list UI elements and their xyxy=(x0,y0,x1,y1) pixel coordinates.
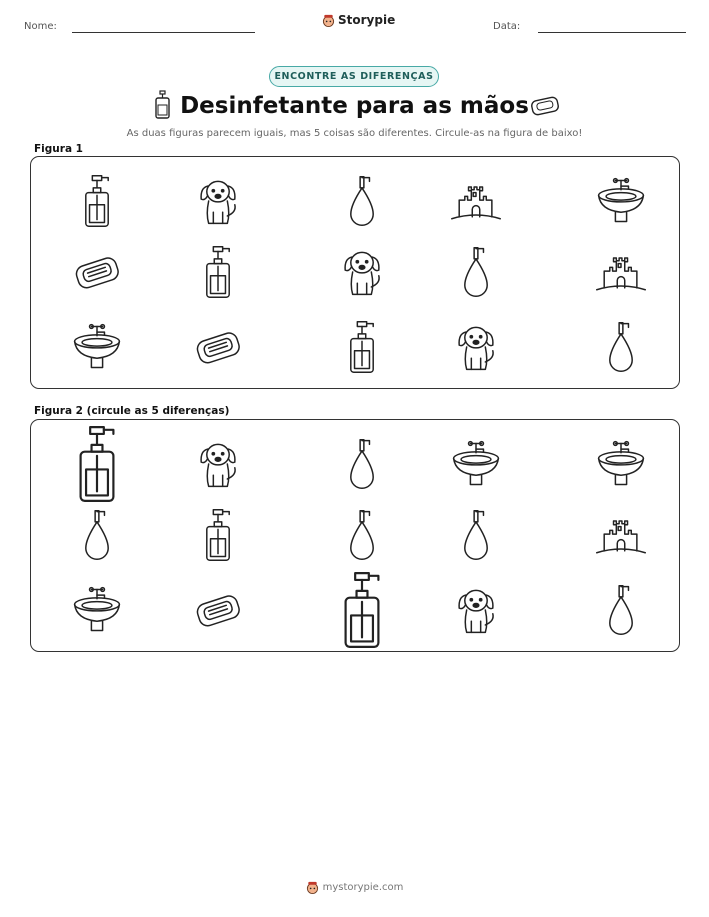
figure2-panel[interactable] xyxy=(30,419,680,652)
date-field-line[interactable] xyxy=(538,32,686,33)
drop-icon[interactable] xyxy=(448,507,504,563)
storypie-logo-icon xyxy=(306,881,319,894)
drop-icon[interactable] xyxy=(334,507,390,563)
sanitizer-icon xyxy=(334,319,390,375)
castle-icon[interactable] xyxy=(593,507,649,563)
soap-icon xyxy=(69,244,125,300)
soap-bar-icon xyxy=(530,94,560,116)
drop-icon xyxy=(334,173,390,229)
page-title: Desinfetante para as mãos xyxy=(180,93,529,119)
figure2-label: Figura 2 (circule as 5 diferenças) xyxy=(34,405,230,417)
figure1-label: Figura 1 xyxy=(34,143,83,155)
castle-icon xyxy=(593,244,649,300)
drop-icon xyxy=(448,244,504,300)
sanitizer-icon[interactable] xyxy=(56,423,138,505)
dog-icon xyxy=(190,173,246,229)
sink-icon xyxy=(593,173,649,229)
drop-icon[interactable] xyxy=(593,582,649,638)
sink-icon[interactable] xyxy=(593,436,649,492)
soap-icon xyxy=(190,319,246,375)
sink-icon[interactable] xyxy=(448,436,504,492)
name-field-line[interactable] xyxy=(72,32,255,33)
brand-name: Storypie xyxy=(338,13,396,27)
brand xyxy=(322,13,395,27)
activity-badge: ENCONTRE AS DIFERENÇAS xyxy=(269,66,439,87)
soap-icon[interactable] xyxy=(190,582,246,638)
sanitizer-icon[interactable] xyxy=(321,569,403,651)
dog-icon xyxy=(448,319,504,375)
sanitizer-icon xyxy=(69,173,125,229)
dog-icon xyxy=(334,244,390,300)
dog-icon[interactable] xyxy=(448,582,504,638)
dog-icon[interactable] xyxy=(190,436,246,492)
name-label: Nome: xyxy=(24,21,57,32)
drop-icon[interactable] xyxy=(69,507,125,563)
storypie-logo-icon xyxy=(322,14,335,27)
instructions: As duas figuras parecem iguais, mas 5 coisas são diferentes. Circule-as na figura de baixo! xyxy=(126,128,583,139)
sanitizer-icon xyxy=(190,244,246,300)
sink-icon[interactable] xyxy=(69,582,125,638)
date-label: Data: xyxy=(493,21,521,32)
footer xyxy=(0,881,709,894)
castle-icon xyxy=(448,173,504,229)
footer-url: mystorypie.com xyxy=(322,882,404,893)
sink-icon xyxy=(69,319,125,375)
sanitizer-icon[interactable] xyxy=(190,507,246,563)
figure1-panel xyxy=(30,156,680,389)
drop-icon[interactable] xyxy=(334,436,390,492)
drop-icon xyxy=(593,319,649,375)
